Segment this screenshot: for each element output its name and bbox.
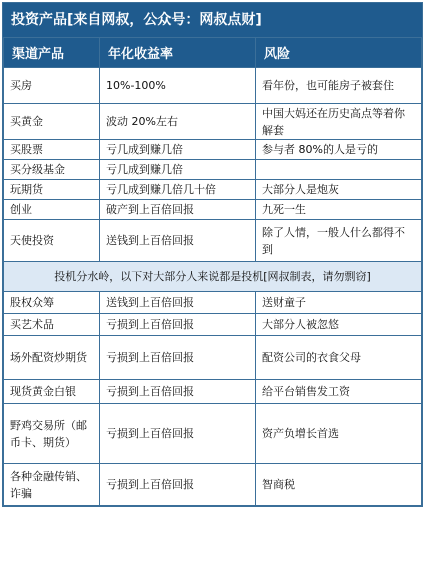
cell-risk: 参与者 80%的人是亏的 [256,140,422,160]
table-row [4,314,422,336]
cell-channel: 买黄金 [4,104,100,140]
cell-channel: 野鸡交易所（邮币卡、期货） [4,404,100,464]
table-row [4,220,422,262]
table-row [4,380,422,404]
cell-return: 亏损到上百倍回报 [100,380,256,404]
table-row [4,68,422,104]
header-row [4,38,422,68]
cell-risk: 九死一生 [256,200,422,220]
cell-return: 波动 20%左右 [100,104,256,140]
table-row [4,464,422,506]
cell-return: 亏几成到赚几倍 [100,140,256,160]
table-row [4,140,422,160]
cell-risk: 除了人情，一般人什么都得不到 [256,220,422,262]
cell-return: 亏损到上百倍回报 [100,336,256,380]
cell-risk: 配资公司的衣食父母 [256,336,422,380]
cell-risk: 中国大妈还在历史高点等着你解套 [256,104,422,140]
table-row [4,104,422,140]
cell-risk: 看年份，也可能房子被套住 [256,68,422,104]
table-row [4,292,422,314]
cell-return: 亏损到上百倍回报 [100,464,256,506]
cell-channel: 买房 [4,68,100,104]
cell-risk: 资产负增长首选 [256,404,422,464]
cell-channel: 买分级基金 [4,160,100,180]
investment-table [3,37,422,506]
cell-return: 亏损到上百倍回报 [100,314,256,336]
cell-channel: 天使投资 [4,220,100,262]
cell-risk: 给平台销售发工资 [256,380,422,404]
table-row [4,404,422,464]
table-row [4,336,422,380]
cell-channel: 买股票 [4,140,100,160]
table-row [4,200,422,220]
divider-row [4,262,422,292]
cell-channel: 现货黄金白银 [4,380,100,404]
cell-channel: 玩期货 [4,180,100,200]
cell-risk: 大部分人是炮灰 [256,180,422,200]
cell-risk: 智商税 [256,464,422,506]
cell-channel: 各种金融传销、诈骗 [4,464,100,506]
cell-return: 亏几成到赚几倍 [100,160,256,180]
cell-channel: 买艺术品 [4,314,100,336]
divider-text: 投机分水岭，以下对大部分人来说都是投机[网叔制表，请勿剽窃] [4,262,422,292]
table-row [4,160,422,180]
header-risk: 风险 [256,38,422,68]
cell-channel: 股权众筹 [4,292,100,314]
cell-return: 破产到上百倍回报 [100,200,256,220]
cell-return: 送钱到上百倍回报 [100,292,256,314]
cell-return: 亏损到上百倍回报 [100,404,256,464]
cell-risk [256,160,422,180]
cell-channel: 场外配资炒期货 [4,336,100,380]
cell-return: 亏几成到赚几倍几十倍 [100,180,256,200]
cell-return: 送钱到上百倍回报 [100,220,256,262]
investment-table-card [2,2,423,507]
cell-channel: 创业 [4,200,100,220]
header-channel: 渠道产品 [4,38,100,68]
cell-risk: 大部分人被忽悠 [256,314,422,336]
table-title: 投资产品[来自网叔，公众号：网叔点财] [3,3,422,37]
header-return: 年化收益率 [100,38,256,68]
cell-return: 10%-100% [100,68,256,104]
table-row [4,180,422,200]
cell-risk: 送财童子 [256,292,422,314]
